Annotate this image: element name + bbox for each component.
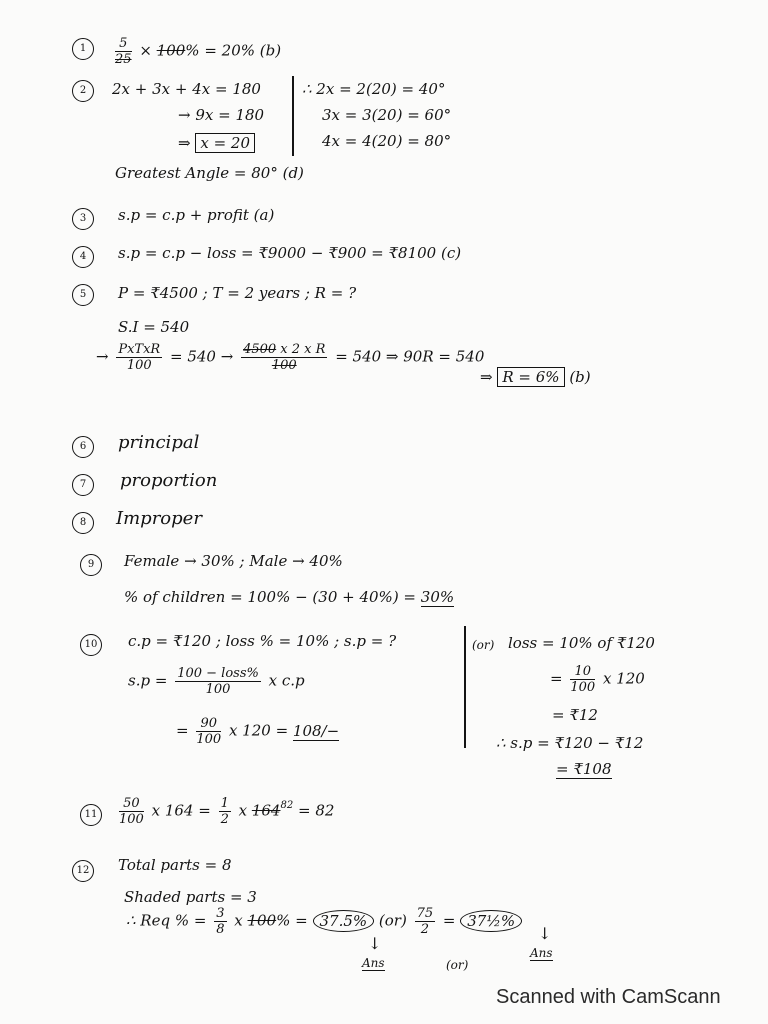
q10-alt-3: = ₹12: [552, 706, 598, 724]
q12-line-1: Total parts = 8: [118, 856, 232, 874]
question-number: 9: [80, 554, 102, 576]
or-label: (or): [446, 958, 469, 972]
divider-line: [292, 76, 294, 156]
q2-right-3: 4x = 4(20) = 80°: [322, 132, 452, 150]
question-number: 4: [72, 246, 94, 268]
question-number: 6: [72, 436, 94, 458]
question-number: 3: [72, 208, 94, 230]
q2-right-2: 3x = 3(20) = 60°: [322, 106, 452, 124]
q12-line-2: Shaded parts = 3: [124, 888, 257, 906]
divider-line: [464, 626, 466, 748]
q2-answer: Greatest Angle = 80° (d): [115, 164, 304, 182]
q10-line-2: s.p = $\frac{\text{100 − loss\%}}{100}$ x c.p: [128, 666, 305, 697]
q7-line: proportion: [120, 470, 218, 491]
q2-left-2: → 9x = 180: [178, 106, 265, 124]
q9-line-1: Female → 30% ; Male → 40%: [124, 552, 343, 570]
answer-label: Ans: [530, 946, 553, 960]
question-number: 2: [72, 80, 94, 102]
q5-line-4: ⇒ R = 6% (b): [480, 368, 591, 386]
q8-line: Improper: [116, 508, 202, 529]
question-number: 8: [72, 512, 94, 534]
q10-alt-2: = $\frac{10}{100}$ x 120: [550, 664, 645, 695]
q12-line-3: ∴ Req % = $\frac{3}{8}$ x 100% = 37.5% (or) $\frac{75}{2}$ = 37½%: [126, 906, 522, 937]
question-number: 1: [72, 38, 94, 60]
question-number: 7: [72, 474, 94, 496]
down-arrow-icon: ↓: [538, 924, 552, 943]
q10-line-1: c.p = ₹120 ; loss % = 10% ; s.p = ?: [128, 632, 397, 650]
q1-line: $\frac{5}{25}$ × 100% = 20% (b): [115, 36, 282, 67]
q5-line-3: → $\frac{\text{PxTxR}}{100}$ = 540 → $\frac{\text{4500 x 2 x R}}{100}$ = 540 ⇒ 90R = 540: [96, 342, 485, 373]
q9-line-2: % of children = 100% − (30 + 40%) = 30%: [124, 588, 455, 606]
question-number: 5: [72, 284, 94, 306]
q10-line-3: = $\frac{90}{100}$ x 120 = 108/−: [176, 716, 340, 747]
q2-right-1: ∴ 2x = 2(20) = 40°: [302, 80, 446, 98]
down-arrow-icon: ↓: [368, 934, 382, 953]
q5-line-1: P = ₹4500 ; T = 2 years ; R = ?: [118, 284, 357, 302]
q2-left-3: ⇒ x = 20: [178, 134, 255, 152]
q10-alt-5: = ₹108: [556, 760, 612, 778]
question-number: 11: [80, 804, 102, 826]
q6-line: principal: [118, 432, 200, 453]
q10-alt-4: ∴ s.p = ₹120 − ₹12: [496, 734, 644, 752]
q4-line: s.p = c.p − loss = ₹9000 − ₹900 = ₹8100 (c): [118, 244, 462, 262]
q11-line: $\frac{50}{100}$ x 164 = $\frac{1}{2}$ x $164^{82} = 82$: [119, 796, 335, 827]
scanner-watermark: Scanned with CamScann: [496, 986, 721, 1008]
question-number: 10: [80, 634, 102, 656]
q3-line: s.p = c.p + profit (a): [118, 206, 275, 224]
q10-alt-label: (or): [472, 638, 495, 652]
q5-line-2: S.I = 540: [118, 318, 190, 336]
question-number: 12: [72, 860, 94, 882]
q2-left-1: 2x + 3x + 4x = 180: [112, 80, 261, 98]
q10-alt-1: loss = 10% of ₹120: [508, 634, 655, 652]
answer-label: Ans: [362, 956, 385, 970]
